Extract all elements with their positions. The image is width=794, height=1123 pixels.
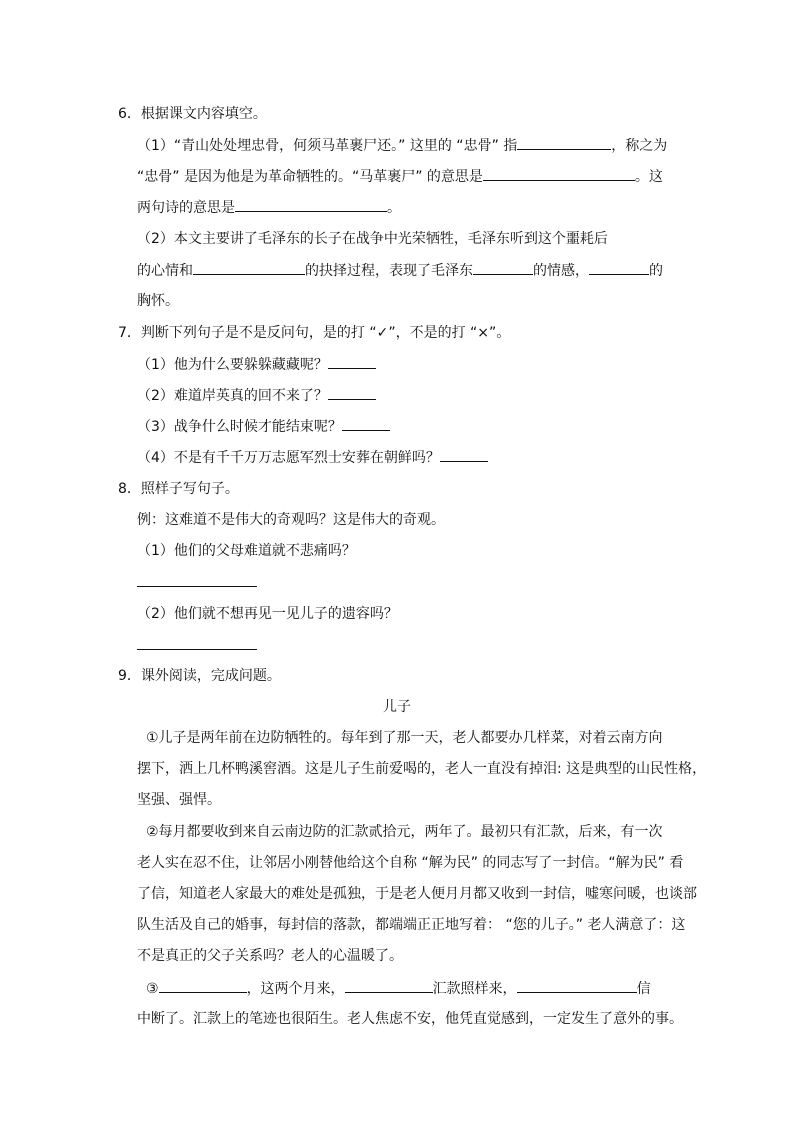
q6-blank-6[interactable]	[589, 260, 649, 275]
q7-item-2-text: （2）难道岸英真的回不来了？	[137, 388, 328, 404]
q7-item-3-text: （3）战争什么时候才能结束呢？	[137, 419, 342, 435]
q6-blank-2[interactable]	[483, 166, 635, 181]
q6-part1-line2	[137, 166, 663, 187]
passage-para3-text-d: 信	[636, 981, 651, 997]
q8-item-2: （2）他们就不想再见一见儿子的遗容吗？	[137, 606, 398, 622]
q7-answer-3[interactable]	[342, 416, 390, 431]
q6-part1-text-e: 两句诗的意思是	[137, 200, 235, 216]
passage-para2-line5: 不是真正的父子关系吗？老人的心温暖了。	[137, 948, 403, 964]
passage-para1-line1: ①儿子是两年前在边防牺牲的。每年到了那一天，老人都要办几样菜，对着云南方向	[146, 730, 663, 746]
q6-part2-text-c: 的抉择过程，表现了毛泽东	[305, 263, 473, 279]
q7-answer-4[interactable]	[440, 447, 488, 462]
q6-part2-text-b: 的心情和	[137, 263, 193, 279]
q6-part1-text-b: ，称之为	[611, 138, 668, 154]
q6-part2-line1: （2）本文主要讲了毛泽东的长子在战争中光荣牺牲，毛泽东听到这个噩耗后	[137, 231, 608, 247]
q7-item-3	[137, 416, 390, 437]
q6-part1-text-d: 。这	[634, 169, 663, 185]
q7-answer-1[interactable]	[328, 354, 376, 369]
q7-heading: 7．判断下列句子是不是反问句，是的打 “✓”，不是的打 “×”。	[118, 325, 511, 341]
q6-blank-3[interactable]	[235, 197, 387, 212]
q7-item-1-text: （1）他为什么要躲躲藏藏呢？	[137, 357, 328, 373]
q6-part1-line1	[137, 135, 667, 156]
passage-para1-line2: 摆下，洒上几杯鸭溪窖酒。这是儿子生前爱喝的，老人一直没有掉泪: 这是典型的山民性格，	[137, 761, 707, 777]
q7-item-1	[137, 354, 376, 375]
passage-para3-line1	[146, 978, 651, 999]
q6-blank-4[interactable]	[193, 260, 305, 275]
q7-item-2	[137, 385, 376, 406]
passage-blank-2[interactable]	[345, 978, 433, 993]
q9-heading: 9．课外阅读，完成问题。	[118, 668, 281, 684]
passage-para2-line1: ②每月都要收到来自云南边防的汇款贰拾元，两年了。最初只有汇款，后来，有一次	[146, 824, 663, 840]
q6-part1-text-f: 。	[387, 200, 401, 216]
q7-item-4	[137, 447, 488, 468]
q6-blank-1[interactable]	[517, 135, 611, 150]
q7-answer-2[interactable]	[328, 385, 376, 400]
passage-para3-text-b: ，这两个月来，	[246, 981, 345, 997]
q6-part1-text-a: （1）“青山处处埋忠骨，何须马革裹尸还。” 这里的 “忠骨” 指	[137, 138, 518, 154]
q6-heading: 6．根据课文内容填空。	[118, 106, 267, 122]
passage-para2-line2: 老人实在忍不住，让邻居小刚替他给这个自称 “解为民” 的同志写了一封信。“解为民” 看	[137, 855, 684, 871]
q8-answer-line-2[interactable]	[137, 649, 257, 650]
q8-item-1: （1）他们的父母难道就不悲痛吗？	[137, 543, 356, 559]
passage-para2-line3: 了信，知道老人家最大的难处是孤独，于是老人便月月都又收到一封信，嘘寒问暖，也谈部	[137, 886, 697, 902]
q6-part2-text-e: 的	[649, 263, 663, 279]
q6-part2-line2	[137, 260, 663, 281]
q6-part1-line3	[137, 197, 401, 218]
q8-answer-line-1[interactable]	[137, 586, 257, 587]
passage-blank-1[interactable]	[159, 978, 247, 993]
passage-blank-3[interactable]	[517, 978, 637, 993]
passage-para1-line3: 坚强、强悍。	[137, 792, 221, 808]
q8-example: 例：这难道不是伟大的奇观吗？这是伟大的奇观。	[137, 512, 445, 528]
q8-heading: 8．照样子写句子。	[118, 481, 239, 497]
passage-para3-marker: ③	[146, 981, 159, 997]
q6-blank-5[interactable]	[473, 260, 533, 275]
passage-para3-text-c: 汇款照样来，	[432, 981, 517, 997]
passage-para3-line2: 中断了。汇款上的笔迹也很陌生。老人焦虑不安，他凭直觉感到，一定发生了意外的事。	[137, 1011, 683, 1027]
q6-part2-line3: 胸怀。	[137, 293, 179, 309]
q6-part1-text-c: “忠骨” 是因为他是为革命牺牲的。“马革裹尸” 的意思是	[137, 169, 483, 185]
q6-part2-text-d: 的情感，	[533, 263, 589, 279]
passage-title: 儿子	[383, 699, 411, 715]
q7-item-4-text: （4）不是有千千万万志愿军烈士安葬在朝鲜吗？	[137, 450, 440, 466]
passage-para2-line4: 队生活及自己的婚事，每封信的落款，都端端正正地写着： “您的儿子。” 老人满意了：这	[137, 917, 686, 933]
